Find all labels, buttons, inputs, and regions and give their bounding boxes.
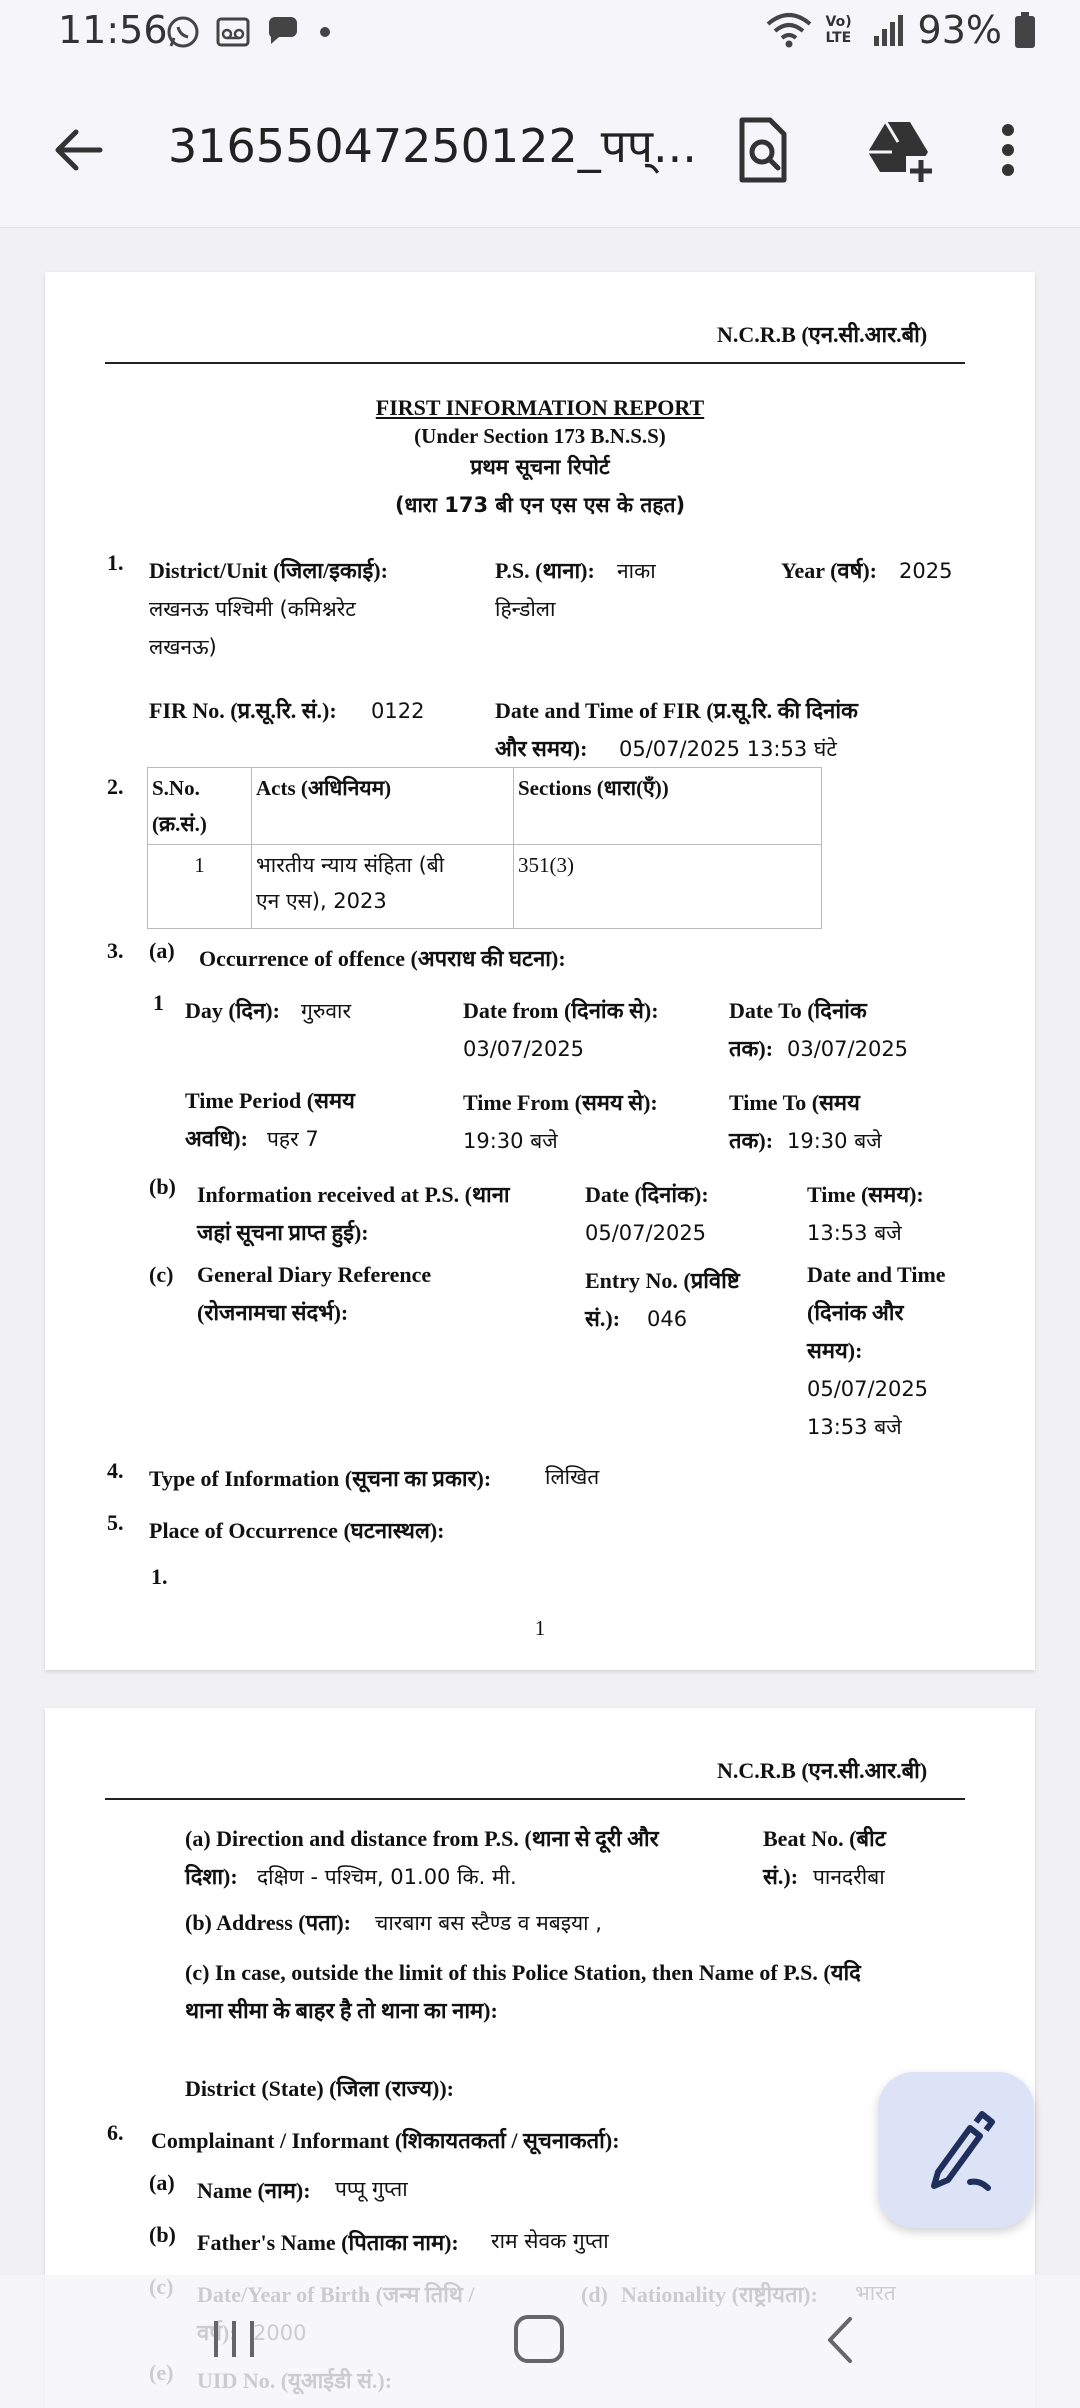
home-icon[interactable]	[510, 2313, 570, 2367]
pdf-page-1[interactable]	[45, 272, 1035, 1670]
address-label: (b) Address (पता):	[185, 1910, 351, 1935]
beat-label-cont: सं.):	[763, 1864, 799, 1889]
gd-label: General Diary Reference	[197, 1262, 432, 1287]
gd-datetime-label-cont2: समय):	[807, 1338, 863, 1363]
district-label: District/Unit (जिला/इकाई):	[149, 558, 388, 583]
entry-label-cont: सं.):	[585, 1306, 621, 1331]
place-index: 1.	[151, 1564, 168, 1589]
date-from-label: Date from (दिनांक से):	[463, 998, 659, 1023]
document-title: 31655047250122_पप्...	[168, 119, 697, 173]
district-value: लखनऊ पश्चिमी (कमिश्नरेट	[149, 597, 356, 621]
table-header-cell	[252, 768, 514, 845]
ps-value-cont: हिन्डोला	[495, 597, 556, 621]
table-header-row	[148, 768, 822, 845]
fir-value: 0122	[371, 699, 425, 723]
status-time: 11:56	[58, 8, 168, 52]
fir-date-label: Date and Time of FIR (प्र.सू.रि. की दिनांक	[495, 698, 858, 723]
recents-icon[interactable]	[206, 2315, 262, 2363]
date-to-value: 03/07/2025	[787, 1037, 909, 1061]
search-document-icon[interactable]	[724, 112, 800, 188]
direction-label-cont: दिशा):	[185, 1864, 238, 1889]
table-header-cell	[514, 768, 822, 845]
name-label: Name (नाम):	[197, 2178, 311, 2203]
battery-percent: 93%	[917, 8, 1002, 52]
info-time-label: Time (समय):	[807, 1182, 924, 1207]
entry-value: 046	[647, 1307, 688, 1331]
time-period-value: पहर 7	[267, 1127, 319, 1151]
time-period-label: Time Period (समय	[185, 1088, 355, 1113]
fir-label: FIR No. (प्र.सू.रि. सं.):	[149, 698, 337, 723]
year-value: 2025	[899, 559, 953, 583]
more-vert-icon[interactable]	[980, 112, 1036, 188]
name-value: पप्पू गुप्ता	[335, 2177, 408, 2201]
subsection-marker: (b)	[149, 2222, 176, 2247]
gd-label-cont: (रोजनामचा संदर्भ):	[197, 1300, 349, 1325]
info-date-label: Date (दिनांक):	[585, 1182, 709, 1207]
gd-datetime-value-cont: 13:53 बजे	[807, 1415, 902, 1439]
back-arrow-icon[interactable]	[48, 120, 108, 180]
report-title-hindi: प्रथम सूचना रिपोर्ट	[470, 455, 610, 479]
time-from-label: Time From (समय से):	[463, 1090, 658, 1115]
type-of-info-value: लिखित	[545, 1465, 600, 1489]
report-title: FIRST INFORMATION REPORT	[375, 395, 705, 420]
header-text: (क्र.सं.)	[152, 812, 207, 836]
voicemail-icon	[215, 14, 251, 50]
header-divider	[105, 362, 965, 364]
type-of-info-label: Type of Information (सूचना का प्रकार):	[149, 1466, 492, 1491]
day-value: गुरुवार	[301, 999, 352, 1023]
day-label: Day (दिन):	[185, 998, 280, 1023]
ps-value: नाका	[617, 559, 656, 583]
place-label: Place of Occurrence (घटनास्थल):	[149, 1518, 445, 1543]
wifi-icon	[764, 10, 814, 50]
dot-icon	[315, 14, 335, 50]
table-row	[148, 845, 822, 929]
network-type: Vo) LTE	[825, 14, 852, 46]
header-text: Acts (अधिनियम)	[256, 776, 392, 800]
gd-datetime-label: Date and Time	[807, 1262, 946, 1287]
report-subtitle-hindi: (धारा 173 बी एन एस एस के तहत)	[394, 493, 686, 517]
gd-datetime-label-cont: (दिनांक और	[807, 1300, 904, 1325]
system-nav-bar	[0, 2275, 1080, 2408]
table-cell: 351(3)	[514, 845, 822, 929]
direction-label: (a) Direction and distance from P.S. (थाना से दूरी और	[185, 1826, 659, 1851]
year-label: Year (वर्ष):	[781, 558, 878, 583]
time-to-label: Time To (समय	[729, 1090, 860, 1115]
subsection-marker: (b)	[149, 1174, 176, 1199]
edit-fab-button[interactable]	[878, 2072, 1034, 2228]
header-text: Sections (धारा(एँ))	[518, 776, 669, 800]
fir-date-label-cont: और समय):	[495, 736, 588, 761]
beat-label: Beat No. (बीट	[763, 1826, 886, 1851]
section-number: 2.	[107, 774, 124, 799]
drive-add-icon[interactable]	[862, 112, 938, 188]
signal-icon	[872, 12, 906, 48]
time-to-value: 19:30 बजे	[787, 1129, 882, 1153]
date-to-label: Date To (दिनांक	[729, 998, 867, 1023]
report-subtitle: (Under Section 173 B.N.S.S)	[414, 424, 666, 448]
table-cell: 1	[148, 845, 252, 929]
beat-value: पानदरीबा	[813, 1865, 885, 1889]
chat-icon	[265, 14, 301, 50]
direction-value: दक्षिण - पश्चिम, 01.00 कि. मी.	[257, 1865, 517, 1889]
page-number: 1	[534, 1616, 546, 1640]
ncrb-header: N.C.R.B (एन.सी.आर.बी)	[717, 322, 928, 347]
outside-ps-label-cont: थाना सीमा के बाहर है तो थाना का नाम):	[185, 1998, 498, 2023]
info-date-value: 05/07/2025	[585, 1221, 707, 1245]
acts-table	[147, 767, 822, 929]
subsection-marker: (c)	[149, 1262, 174, 1287]
entry-label: Entry No. (प्रविष्टि	[585, 1268, 740, 1293]
ps-label: P.S. (थाना):	[495, 558, 595, 583]
table-header-cell	[148, 768, 252, 845]
back-icon[interactable]	[818, 2313, 862, 2367]
date-to-label-cont: तक):	[729, 1036, 774, 1061]
time-from-value: 19:30 बजे	[463, 1129, 558, 1153]
info-time-value: 13:53 बजे	[807, 1221, 902, 1245]
table-cell	[252, 845, 514, 929]
edit-pen-icon	[878, 2072, 1034, 2228]
time-to-label-cont: तक):	[729, 1128, 774, 1153]
info-received-label-cont: जहां सूचना प्राप्त हुई):	[197, 1220, 369, 1245]
address-value: चारबाग बस स्टैण्ड व मबइया ,	[375, 1911, 602, 1935]
date-from-value: 03/07/2025	[463, 1037, 585, 1061]
father-name-label: Father's Name (पिताका नाम):	[197, 2230, 459, 2255]
section-number: 4.	[107, 1458, 124, 1483]
header-divider	[105, 1798, 965, 1800]
whatsapp-icon	[165, 14, 201, 50]
district-state-label: District (State) (जिला (राज्य)):	[185, 2076, 454, 2101]
battery-icon	[1014, 11, 1036, 49]
gd-datetime-value: 05/07/2025	[807, 1377, 929, 1401]
subsection-marker: (a)	[149, 2170, 175, 2195]
district-value-cont: लखनऊ)	[149, 635, 217, 659]
occurrence-index: 1	[153, 990, 164, 1015]
section-number: 5.	[107, 1510, 124, 1535]
section-number: 6.	[107, 2120, 124, 2145]
cell-text: एन एस), 2023	[256, 889, 387, 913]
father-name-value: राम सेवक गुप्ता	[491, 2229, 609, 2253]
complainant-label: Complainant / Informant (शिकायतकर्ता / सूचनाकर्ता):	[151, 2128, 620, 2153]
app-bar	[0, 70, 1080, 228]
status-bar	[0, 0, 1080, 70]
ncrb-header: N.C.R.B (एन.सी.आर.बी)	[717, 1758, 928, 1783]
time-period-label-cont: अवधि):	[185, 1126, 248, 1151]
section-number: 1.	[107, 550, 124, 575]
subsection-marker: (a)	[149, 938, 175, 963]
section-number: 3.	[107, 938, 124, 963]
occurrence-label: Occurrence of offence (अपराध की घटना):	[199, 946, 566, 971]
header-text: S.No.	[152, 776, 200, 800]
fir-date-value: 05/07/2025 13:53 घंटे	[619, 737, 837, 761]
cell-text: भारतीय न्याय संहिता (बी	[256, 853, 445, 877]
outside-ps-label: (c) In case, outside the limit of this Police Station, then Name of P.S. (यदि	[185, 1960, 861, 1985]
info-received-label: Information received at P.S. (थाना	[197, 1182, 510, 1207]
